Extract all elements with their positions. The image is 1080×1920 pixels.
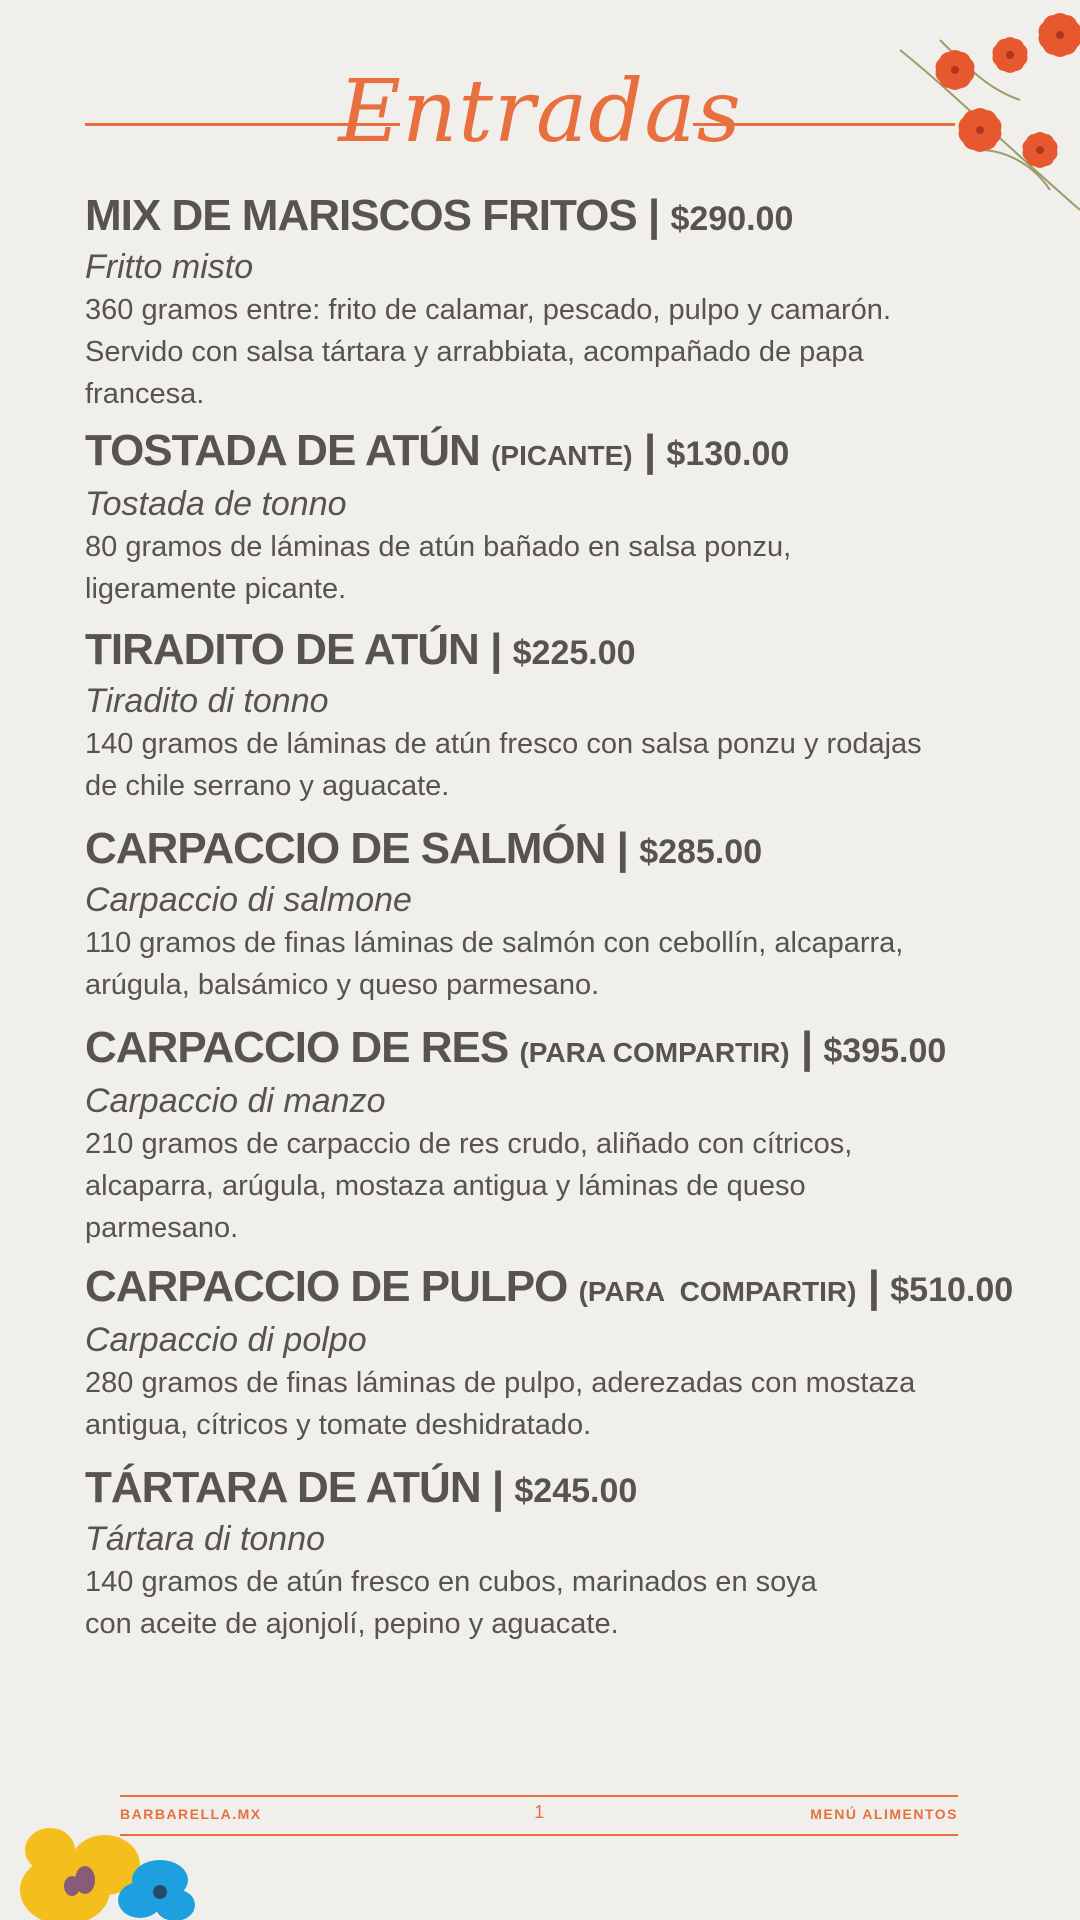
item-note: (PICANTE) (491, 440, 633, 471)
item-separator: | (647, 191, 660, 240)
footer-website: BARBARELLA.MX (120, 1806, 262, 1822)
description-line: de chile serrano y aguacate. (85, 770, 450, 802)
item-price: $395.00 (823, 1032, 947, 1070)
item-separator: | (490, 625, 502, 674)
yellow-blue-flowers-decoration (10, 1810, 210, 1920)
footer-divider-top (120, 1795, 958, 1797)
item-description (85, 526, 1005, 610)
item-title (85, 190, 1005, 245)
item-italian-name: Tostada de tonno (85, 485, 347, 523)
item-description (85, 1561, 1005, 1645)
description-line: 140 gramos de láminas de atún fresco con salsa ponzu y rodajas (85, 728, 922, 760)
description-line: 360 gramos entre: frito de calamar, pescado, pulpo y camarón. (85, 294, 891, 326)
item-separator: | (867, 1262, 880, 1311)
menu-item (85, 190, 1005, 415)
menu-item (85, 1462, 1005, 1645)
item-separator: | (491, 1463, 504, 1512)
item-title (85, 425, 1005, 482)
section-title: Entradas (338, 62, 742, 162)
description-line: 140 gramos de atún fresco en cubos, marinados en soya (85, 1566, 817, 1598)
item-separator: | (643, 426, 656, 475)
item-name: CARPACCIO DE RES (85, 1023, 509, 1072)
description-line: Servido con salsa tártara y arrabbiata, acompañado de papa (85, 336, 864, 368)
item-description (85, 1123, 1005, 1249)
item-note: (PARA COMPARTIR) (578, 1276, 857, 1307)
item-price: $290.00 (670, 200, 794, 238)
item-name: CARPACCIO DE SALMÓN (85, 824, 606, 873)
description-line: parmesano. (85, 1212, 239, 1244)
item-name: TÁRTARA DE ATÚN (85, 1463, 481, 1512)
menu-list (85, 190, 1014, 1645)
item-italian-name: Carpaccio di salmone (85, 881, 412, 919)
item-name: TIRADITO DE ATÚN (85, 625, 479, 674)
item-italian-name: Tártara di tonno (85, 1520, 326, 1558)
description-line: alcaparra, arúgula, mostaza antigua y láminas de queso (85, 1170, 806, 1202)
item-title (85, 1462, 1005, 1517)
menu-item (85, 1022, 1005, 1249)
item-title (85, 823, 1005, 878)
item-price: $225.00 (512, 634, 636, 672)
item-title (85, 1022, 1005, 1079)
description-line: con aceite de ajonjolí, pepino y aguacate. (85, 1608, 619, 1640)
menu-item (85, 624, 1005, 807)
item-italian-name: Carpaccio di polpo (85, 1321, 367, 1359)
item-description (85, 289, 1005, 415)
item-description (85, 1362, 1005, 1446)
description-line: francesa. (85, 378, 205, 410)
description-line: 80 gramos de láminas de atún bañado en salsa ponzu, (85, 531, 792, 563)
description-line: 210 gramos de carpaccio de res crudo, aliñado con cítricos, (85, 1128, 853, 1160)
item-italian-name: Fritto misto (85, 248, 254, 286)
item-title (85, 624, 1005, 679)
description-line: arúgula, balsámico y queso parmesano. (85, 969, 600, 1001)
item-italian-name: Tiradito di tonno (85, 682, 329, 720)
footer-section-label: MENÚ ALIMENTOS (810, 1806, 958, 1822)
menu-item (85, 1261, 1014, 1446)
item-description (85, 723, 1005, 807)
item-italian-name: Carpaccio di manzo (85, 1082, 386, 1120)
footer-divider-bottom (120, 1834, 958, 1836)
description-line: 110 gramos de finas láminas de salmón con cebollín, alcaparra, (85, 927, 904, 959)
item-name: CARPACCIO DE PULPO (85, 1262, 568, 1311)
description-line: 280 gramos de finas láminas de pulpo, aderezadas con mostaza (85, 1367, 916, 1399)
item-separator: | (616, 824, 628, 873)
item-price: $285.00 (639, 833, 763, 871)
item-title (85, 1261, 1014, 1318)
description-line: ligeramente picante. (85, 573, 347, 605)
item-separator: | (800, 1023, 813, 1072)
menu-item (85, 823, 1005, 1006)
item-price: $245.00 (514, 1472, 638, 1510)
item-name: TOSTADA DE ATÚN (85, 426, 480, 475)
item-price: $510.00 (890, 1271, 1014, 1309)
menu-item (85, 425, 1005, 610)
item-price: $130.00 (666, 435, 790, 473)
item-name: MIX DE MARISCOS FRITOS (85, 191, 637, 240)
description-line: antigua, cítricos y tomate deshidratado. (85, 1409, 592, 1441)
page-number: 1 (534, 1802, 546, 1822)
item-note: (PARA COMPARTIR) (519, 1037, 790, 1068)
item-description (85, 922, 1005, 1006)
